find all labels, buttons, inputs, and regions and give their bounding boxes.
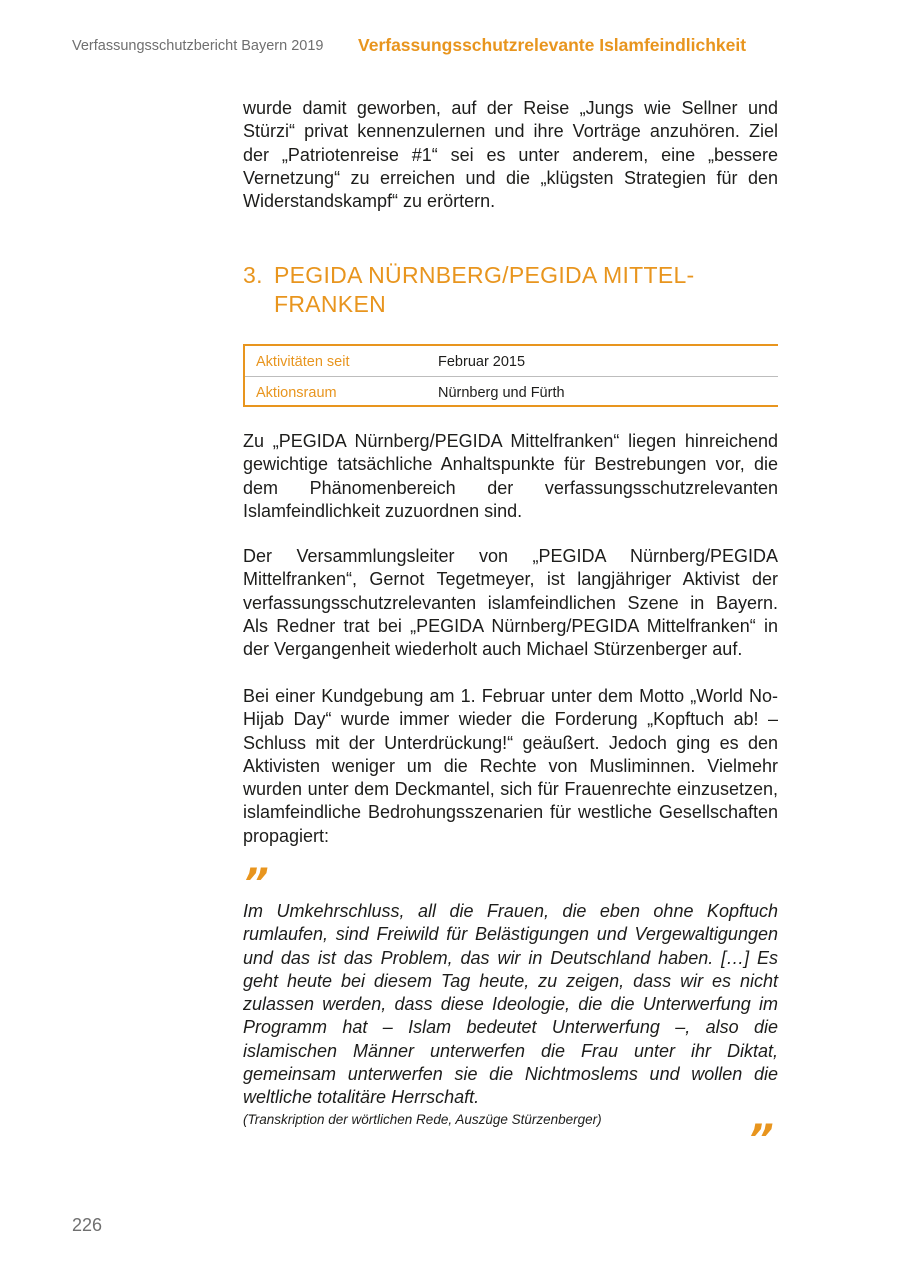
body-paragraph: Der Versammlungsleiter von „PEGIDA Nürnberg/PEGIDA Mittelfranken“, Gernot Tegetmeyer, ist langjähriger Aktivist der verfassungsschutzrelevanten islamfeindlichen Szene in Bayern. Als Redner trat bei „PEGIDA Nürnberg/PEGIDA Mittelfranken“ in der Vergangenheit wiederholt auch Michael Stürzenberger auf.	[243, 546, 778, 660]
running-header-title: Verfassungsschutzbericht Bayern 2019	[72, 38, 324, 54]
quote-source: (Transkription der wörtlichen Rede, Auszüge Stürzenberger)	[243, 1112, 602, 1127]
intro-block	[243, 97, 778, 213]
quote-text: Im Umkehrschluss, all die Frauen, die eben ohne Kopftuch rumlaufen, sind Freiwild für Belästigungen und Vergewaltigungen und das ist das Problem, das wir in Deutschland haben. […] Es geht heute bei diesem Tag heute, zu zeigen, dass wir es nicht zulassen werden, dass diese Ideologie, die die Unterwerfung im Programm hat – Islam bedeutet Unterwerfung –, also die islamischen Männer unterwerfen die Frau unter ihr Diktat, gemeinsam unterwerfen sie die Nichtmoslems und wollen die weltliche totalitäre Herrschaft.	[243, 901, 778, 1108]
quote-open-mark: ”	[243, 861, 269, 907]
body-paragraph: Zu „PEGIDA Nürnberg/PEGIDA Mittelfranken“ liegen hinreichend gewichtige tatsächliche Anhaltspunkte für Bestrebungen vor, die dem Phänomenbereich der verfassungsschutzrelevanten Islamfeindlichkeit zuzuordnen sind.	[243, 431, 778, 521]
body-paragraph-3-block	[243, 685, 778, 848]
body-paragraph: Bei einer Kundgebung am 1. Februar unter dem Motto „World No-Hijab Day“ wurde immer wieder die Forderung „Kopftuch ab! – Schluss mit der Unterdrückung!“ geäußert. Jedoch ging es den Aktivisten weniger um die Rechte von Musliminnen. Vielmehr wurden unter dem Deckmantel, sich für Frauenrechte einzusetzen, islamfeindliche Bedrohungsszenarien für westliche Gesellschaften propagiert:	[243, 686, 778, 846]
intro-paragraph: wurde damit geworben, auf der Reise „Jungs wie Sellner und Stürzi“ privat kennenzulernen und ihre Vorträge anzuhören. Ziel der „Patriotenreise #1“ sei es unter anderem, eine „bessere Vernetzung“ zu erreichen und die „klügsten Strategien für den Widerstandskampf“ zu erörtern.	[243, 98, 778, 212]
fact-box	[243, 344, 778, 407]
page-number: 226	[72, 1215, 103, 1235]
quote-close-mark: ”	[748, 1117, 774, 1163]
body-paragraph-2-block	[243, 545, 778, 661]
fact-value: Februar 2015	[438, 354, 526, 370]
fact-row	[245, 376, 778, 407]
section-heading	[243, 261, 778, 319]
fact-label: Aktionsraum	[256, 384, 337, 401]
fact-row	[245, 346, 778, 376]
body-paragraph-1-block	[243, 430, 778, 523]
fact-value: Nürnberg und Fürth	[438, 384, 565, 401]
running-header-chapter: Verfassungsschutzrelevante Islamfeindlichkeit	[358, 35, 747, 55]
section-number: 3.	[243, 262, 263, 288]
section-title: PEGIDA NÜRNBERG/PEGIDA MITTEL-FRANKEN	[274, 262, 695, 317]
fact-label: Aktivitäten seit	[256, 354, 350, 370]
